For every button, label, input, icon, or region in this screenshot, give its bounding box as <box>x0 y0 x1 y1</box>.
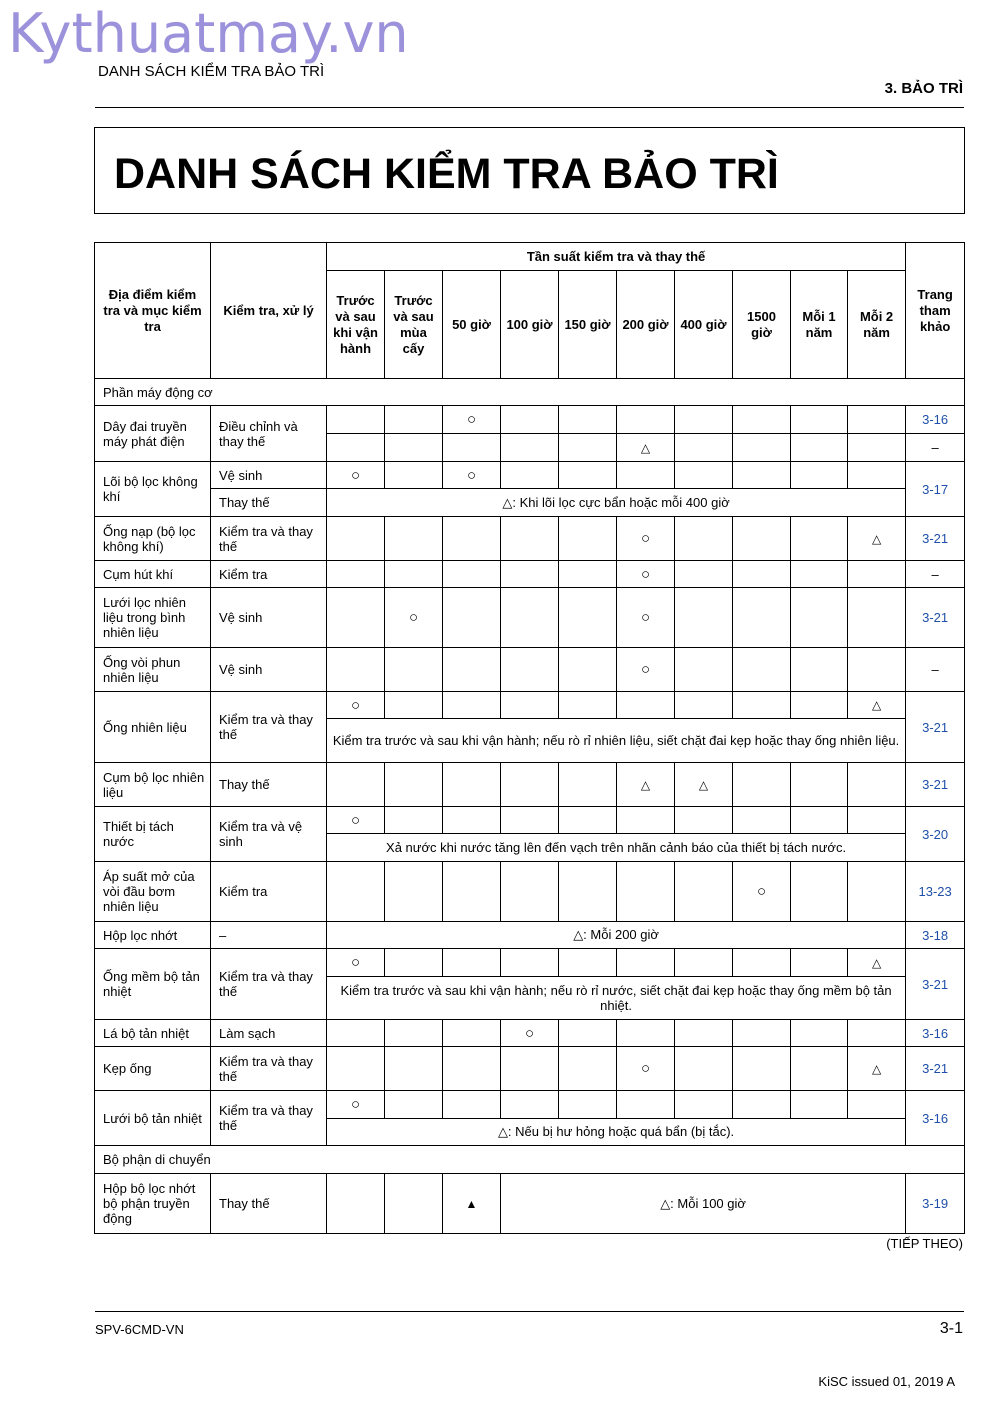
table-row <box>95 561 965 588</box>
note-cell: △: Mỗi 100 giờ <box>501 1174 906 1234</box>
action-cell: Điều chỉnh và thay thế <box>211 406 327 462</box>
circle-icon: ○ <box>617 588 675 648</box>
action-cell: Kiểm tra và thay thế <box>211 949 327 1020</box>
item-cell: Kẹp ống <box>95 1047 211 1091</box>
header-col: Trước và sau mùa cấy <box>385 271 443 379</box>
table-row <box>95 588 965 648</box>
reference-link[interactable]: 3-21 <box>906 1047 965 1091</box>
item-cell: Lá bộ tản nhiệt <box>95 1020 211 1047</box>
table-row <box>95 1020 965 1047</box>
reference-link[interactable]: 3-21 <box>906 763 965 807</box>
item-cell: Thiết bị tách nước <box>95 807 211 862</box>
table-row <box>95 807 965 834</box>
footer-rule <box>95 1311 964 1312</box>
running-title: DANH SÁCH KIỂM TRA BẢO TRÌ <box>98 63 325 80</box>
item-cell: Ống mềm bộ tản nhiệt <box>95 949 211 1020</box>
note-cell: Xả nước khi nước tăng lên đến vạch trên nhãn cảnh báo của thiết bị tách nước. <box>327 834 906 862</box>
table-row <box>95 1047 965 1091</box>
table-row <box>95 406 965 434</box>
circle-icon: ○ <box>617 561 675 588</box>
circle-icon: ○ <box>617 1047 675 1091</box>
item-cell: Ống nhiên liệu <box>95 692 211 763</box>
header-col: 1500 giờ <box>733 271 791 379</box>
continued-label: (TIẾP THEO) <box>886 1236 963 1251</box>
circle-icon: ○ <box>327 462 385 489</box>
action-cell: Kiểm tra <box>211 561 327 588</box>
triangle-icon: △ <box>848 692 906 719</box>
item-cell: Cụm hút khí <box>95 561 211 588</box>
action-cell: Kiểm tra và thay thế <box>211 517 327 561</box>
triangle-icon: △ <box>617 763 675 807</box>
item-cell: Cụm bộ lọc nhiên liệu <box>95 763 211 807</box>
reference-link[interactable]: 3-21 <box>906 588 965 648</box>
issued-label: KiSC issued 01, 2019 A <box>818 1374 955 1389</box>
reference-link[interactable]: 13-23 <box>906 862 965 922</box>
table-row <box>95 462 965 489</box>
circle-icon: ○ <box>385 588 443 648</box>
header-location: Địa điểm kiểm tra và mục kiểm tra <box>95 243 211 379</box>
maintenance-table <box>94 242 965 1234</box>
note-cell: △: Mỗi 200 giờ <box>327 922 906 949</box>
item-cell: Lưới lọc nhiên liệu trong bình nhiên liệu <box>95 588 211 648</box>
circle-icon: ○ <box>327 692 385 719</box>
header-col: Mỗi 1 năm <box>791 271 848 379</box>
table-row <box>95 489 965 517</box>
header-col: 100 giờ <box>501 271 559 379</box>
action-cell: Kiểm tra và vệ sinh <box>211 807 327 862</box>
circle-icon: ○ <box>327 807 385 834</box>
circle-icon: ○ <box>443 406 501 434</box>
table-row <box>95 1174 965 1234</box>
table-row <box>95 763 965 807</box>
action-cell: Vệ sinh <box>211 648 327 692</box>
action-cell: Làm sạch <box>211 1020 327 1047</box>
note-cell: △: Nếu bị hư hỏng hoặc quá bẩn (bị tắc). <box>327 1119 906 1146</box>
triangle-icon: △ <box>617 434 675 462</box>
note-cell: Kiểm tra trước và sau khi vận hành; nếu rò rỉ nhiên liệu, siết chặt đai kẹp hoặc thay ống nhiên liệu. <box>327 719 906 763</box>
circle-icon: ○ <box>617 648 675 692</box>
doc-code: SPV-6CMD-VN <box>95 1322 184 1337</box>
circle-icon: ○ <box>327 1091 385 1119</box>
table-row <box>95 648 965 692</box>
item-cell: Dây đai truyền máy phát điện <box>95 406 211 462</box>
circle-icon: ○ <box>617 517 675 561</box>
reference-cell: – <box>906 648 965 692</box>
item-cell: Áp suất mở của vòi đầu bơm nhiên liệu <box>95 862 211 922</box>
section-engine: Phần máy động cơ <box>95 379 965 406</box>
section-travel: Bộ phận di chuyển <box>95 1146 965 1174</box>
table-row <box>95 949 965 977</box>
title-box <box>94 127 965 214</box>
reference-link[interactable]: 3-16 <box>906 406 965 434</box>
action-cell: Thay thế <box>211 763 327 807</box>
triangle-icon: △ <box>675 763 733 807</box>
reference-cell: – <box>906 561 965 588</box>
reference-link[interactable]: 3-16 <box>906 1020 965 1047</box>
filled-triangle-icon: ▲ <box>443 1174 501 1234</box>
page-number: 3-1 <box>939 1320 963 1337</box>
action-cell: Thay thế <box>211 1174 327 1234</box>
circle-icon: ○ <box>733 862 791 922</box>
header-action: Kiểm tra, xử lý <box>211 243 327 379</box>
action-cell: Kiểm tra <box>211 862 327 922</box>
item-cell: Lõi bộ lọc không khí <box>95 462 211 517</box>
reference-link[interactable]: 3-21 <box>906 517 965 561</box>
header-col: 50 giờ <box>443 271 501 379</box>
header-col: 150 giờ <box>559 271 617 379</box>
item-cell: Hộp lọc nhớt <box>95 922 211 949</box>
note-cell: △: Khi lõi lọc cực bẩn hoặc mỗi 400 giờ <box>327 489 906 517</box>
page-title: DANH SÁCH KIỂM TRA BẢO TRÌ <box>114 150 779 198</box>
section-title: 3. BẢO TRÌ <box>884 80 963 97</box>
reference-link[interactable]: 3-19 <box>906 1174 965 1234</box>
circle-icon: ○ <box>501 1020 559 1047</box>
reference-link[interactable]: 3-20 <box>906 807 965 862</box>
header-reference: Trang tham khảo <box>906 243 965 379</box>
item-cell: Lưới bộ tản nhiệt <box>95 1091 211 1146</box>
header-col: 400 giờ <box>675 271 733 379</box>
reference-link[interactable]: 3-18 <box>906 922 965 949</box>
circle-icon: ○ <box>443 462 501 489</box>
header-frequency: Tần suất kiểm tra và thay thế <box>327 243 906 271</box>
header-col: Mỗi 2 năm <box>848 271 906 379</box>
item-cell: Ống nạp (bộ lọc không khí) <box>95 517 211 561</box>
table-row <box>95 517 965 561</box>
circle-icon: ○ <box>327 949 385 977</box>
action-cell: Vệ sinh <box>211 588 327 648</box>
reference-link[interactable]: 3-17 <box>906 462 965 517</box>
header-col: 200 giờ <box>617 271 675 379</box>
note-cell: Kiểm tra trước và sau khi vận hành; nếu rò rỉ nước, siết chặt đai kẹp hoặc thay ống mềm bộ tản nhiệt. <box>327 977 906 1020</box>
triangle-icon: △ <box>848 949 906 977</box>
reference-link[interactable]: 3-21 <box>906 692 965 763</box>
reference-link[interactable]: 3-21 <box>906 949 965 1020</box>
header-col: Trước và sau khi vận hành <box>327 271 385 379</box>
table-row <box>95 862 965 922</box>
action-cell: Thay thế <box>211 489 327 517</box>
action-cell: Kiểm tra và thay thế <box>211 692 327 763</box>
item-cell: Ống vòi phun nhiên liệu <box>95 648 211 692</box>
action-cell: – <box>211 922 327 949</box>
action-cell: Vệ sinh <box>211 462 327 489</box>
action-cell: Kiểm tra và thay thế <box>211 1091 327 1146</box>
triangle-icon: △ <box>848 1047 906 1091</box>
watermark: Kythuatmay.vn <box>8 2 409 65</box>
reference-link[interactable]: 3-16 <box>906 1091 965 1146</box>
triangle-icon: △ <box>848 517 906 561</box>
table-row <box>95 922 965 949</box>
table-row <box>95 692 965 719</box>
item-cell: Hộp bộ lọc nhớt bộ phận truyền động <box>95 1174 211 1234</box>
table-row <box>95 1091 965 1119</box>
action-cell: Kiểm tra và thay thế <box>211 1047 327 1091</box>
reference-cell: – <box>906 434 965 462</box>
header-rule <box>95 107 964 108</box>
